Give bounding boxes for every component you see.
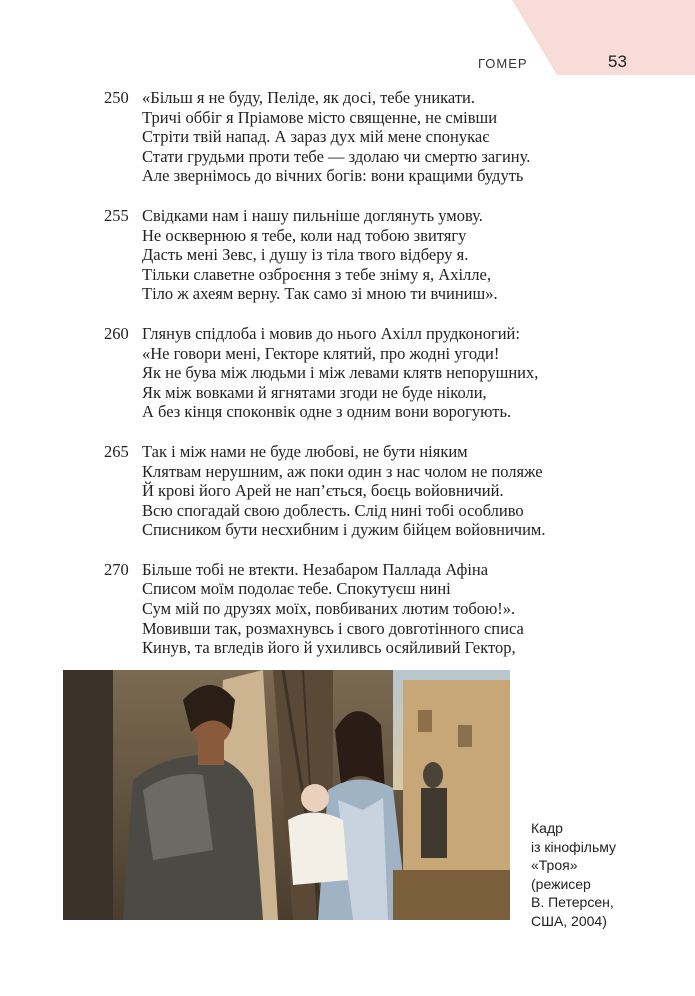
verse-line: Мовивши так, розмахнувсь і свого довготінного списа [142,618,524,638]
page-number: 53 [608,52,627,71]
verse-line: Списником бути несхибним і дужим бійцем войовничим. [142,520,546,540]
line-number: 250 [104,88,129,107]
verse-line: Дасть мені Зевс, і душу із тіла твого відберу я. [142,245,469,265]
verse-line: 265 Так і між нами не буде любові, не бути ніяким [104,441,468,461]
verse-line: А без кінця споконвік одне з одним вони ворогують. [142,402,512,422]
running-header-author: ГОМЕР [478,56,528,71]
verse-line: Як між вовками й ягнятами згоди не буде ніколи, [142,382,487,402]
line-number: 265 [104,441,129,461]
verse-line: Стати грудьми проти тебе — здолаю чи смертю загину. [142,146,531,166]
stanza [104,442,624,540]
verse-line: Кинув, та вгледів його й ухиливсь осяйливий Гектор, [142,638,516,658]
verse-line: Стріти твій напад. А зараз дух мій мене спонукає [142,127,490,147]
verse-line: Тільки славетне озброєння з тебе зніму я, Ахілле, [142,264,491,284]
stanza [104,560,624,658]
line-number: 260 [104,323,129,343]
verse-line: 260 Глянув спідлоба і мовив до нього Ахілл прудконогий: [104,323,520,343]
stanza [104,88,624,186]
verse-line: 255 Свідками нам і нашу пильніше доглянуть умову. [104,205,483,225]
poem-text [104,88,624,678]
verse-line: 250 «Більш я не буду, Пеліде, як досі, тебе уникати. [104,88,475,107]
verse-line: Сум мій по друзях моїх, повбиваних лютим тобою!». [142,599,516,619]
verse-line: «Не говори мені, Гекторе клятий, про жодні угоди! [142,343,500,363]
verse-line: 270 Більше тобі не втекти. Незабаром Паллада Афіна [104,559,489,579]
header-accent-shape [512,0,695,75]
image-caption: Кадр із кінофільму «Троя» (режисер В. Петерсен, США, 2004) [531,820,617,929]
verse-line: Всю спогадай свою доблесть. Слід нині тобі особливо [142,500,524,520]
verse-line: Тричі оббіг я Пріамове місто священне, не смівши [142,107,498,127]
film-still-image [63,670,510,920]
verse-line: Клятвам нерушним, аж поки один з нас чолом не поляже [142,461,543,481]
line-number: 270 [104,559,129,579]
verse-line: Не осквернюю я тебе, коли над тобою звитягу [142,225,467,245]
stanza [104,206,624,304]
stanza [104,324,624,422]
line-number: 255 [104,205,129,225]
verse-line: Списом моїм подолає тебе. Спокутуєш нині [142,579,451,599]
verse-line: Але звернімось до вічних богів: вони кращими будуть [142,166,524,186]
verse-line: Як не бува між людьми і між левами клятв непорушних, [142,363,539,383]
verse-line: Тіло ж ахеям верну. Так само зі мною ти вчиниш». [142,284,498,304]
verse-line: Й крові його Арей не нап’ється, боєць войовничий. [142,481,504,501]
